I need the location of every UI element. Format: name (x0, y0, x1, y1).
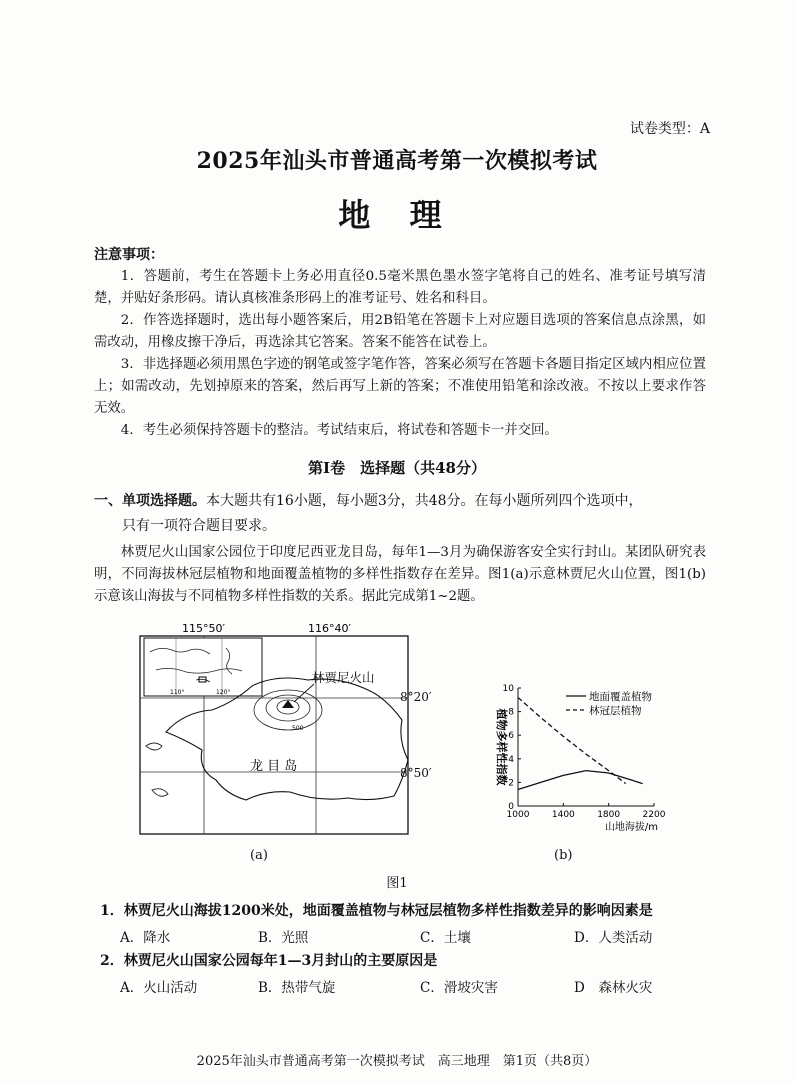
question-2-stem: 2．林贾尼火山国家公园每年1—3月封山的主要原因是 (100, 953, 438, 969)
q2-option-d: D 森林火灾 (574, 980, 653, 996)
part-label: 一、单项选择题。 (94, 493, 206, 509)
part-heading (94, 490, 706, 513)
x-tick-label: 1800 (597, 810, 621, 820)
figure-title: 图1 (386, 876, 408, 891)
inset-lon1-label: 110° (170, 689, 185, 696)
notice-item-2: 2．作答选择题时，选出每小题答案后，用2B铅笔在答题卡上对应题目选项的答案信息点涂黑，如需改动，用橡皮擦干净后，再选涂其它答案。答案不能答在试卷上。 (94, 313, 706, 350)
y-tick-label: 2 (508, 778, 514, 789)
notice-heading: 注意事项： (94, 247, 164, 263)
notice-item-4: 4．考生必须保持答题卡的整洁。考试结束后，将试卷和答题卡一并交回。 (120, 423, 558, 438)
y-tick-label: 4 (508, 754, 514, 765)
x-tick-label: 1000 (506, 810, 530, 820)
lon-right-label: 116°40′ (308, 622, 351, 635)
lon-left-label: 115°50′ (182, 622, 225, 635)
map-caption: (a) (250, 848, 268, 863)
inset-map (144, 638, 262, 696)
y-tick-label: 0 (508, 802, 514, 812)
q1-option-a: A．降水 (120, 930, 171, 946)
notice-item-1: 1．答题前，考生在答题卡上务必用直径0.5毫米黑色墨水签字笔将自己的姓名、准考证号填写清楚，并贴好条形码。请认真核准条形码上的准考证号、姓名和科目。 (94, 269, 706, 306)
q1-option-d: D．人类活动 (574, 930, 653, 946)
q1-option-c: C．土壤 (420, 930, 471, 946)
question-1-stem: 1．林贾尼火山海拔1200米处，地面覆盖植物与林冠层植物多样性指数差异的影响因素是 (100, 903, 653, 919)
inset-lon2-label: 120° (216, 689, 231, 696)
paper-type: 试卷类型：A (629, 121, 710, 137)
part-text-2: 只有一项符合题目要求。 (122, 518, 276, 534)
lat-bottom-label: 8°50′ (400, 766, 432, 780)
volcano-label: 林贾尼火山 (312, 670, 375, 685)
q1-option-b: B．光照 (258, 930, 309, 946)
y-tick-label: 8 (508, 707, 514, 718)
section-title: 第Ⅰ卷 选择题（共48分） (308, 459, 486, 477)
chart-caption: (b) (554, 848, 573, 863)
x-axis-label: 山地海拔/m (604, 822, 658, 833)
q2-option-a: A．火山活动 (120, 980, 198, 996)
contour-label: 500 (292, 725, 304, 732)
island-label: 龙 目 岛 (250, 759, 298, 774)
lat-top-label: 8°20′ (400, 690, 432, 704)
q2-option-b: B．热带气旋 (258, 980, 336, 996)
y-tick-label: 10 (502, 684, 514, 694)
map-figure (136, 622, 412, 842)
y-axis-label: 植物多样性指数 (495, 708, 508, 786)
legend-label-2: 林冠层植物 (589, 705, 642, 717)
legend-label-1: 地面覆盖植物 (589, 691, 652, 703)
x-tick-label: 1400 (551, 810, 575, 820)
passage: 林贾尼火山国家公园位于印度尼西亚龙目岛，每年1—3月为确保游客安全实行封山。某团队研究表明，不同海拔林冠层植物和地面覆盖植物的多样性指数存在差异。图1(a)示意林贾尼火山位置，图1(b)示意该山海拔与不同植物多样性指数的关系。据此完成第1~2题。 (94, 545, 706, 604)
q2-option-c: C．滑坡灾害 (420, 980, 498, 996)
exam-title: 2025年汕头市普通高考第一次模拟考试 (196, 148, 598, 174)
series-line-1 (518, 771, 643, 790)
diversity-chart (478, 676, 708, 836)
page-footer: 2025年汕头市普通高考第一次模拟考试 高三地理 第1页（共8页） (196, 1054, 598, 1069)
subject-title: 地 理 (338, 196, 456, 234)
part-text: 本大题共有16小题，每小题3分，共48分。在每小题所列四个选项中， (206, 493, 643, 509)
notice-item-3: 3．非选择题必须用黑色字迹的钢笔或签字笔作答，答案必须写在答题卡各题目指定区域内相应位置上；如需改动，先划掉原来的答案，然后再写上新的答案；不准使用铅笔和涂改液。不按以上要求作答无效。 (94, 357, 706, 416)
x-tick-label: 2200 (642, 810, 666, 820)
y-tick-label: 6 (508, 731, 514, 742)
